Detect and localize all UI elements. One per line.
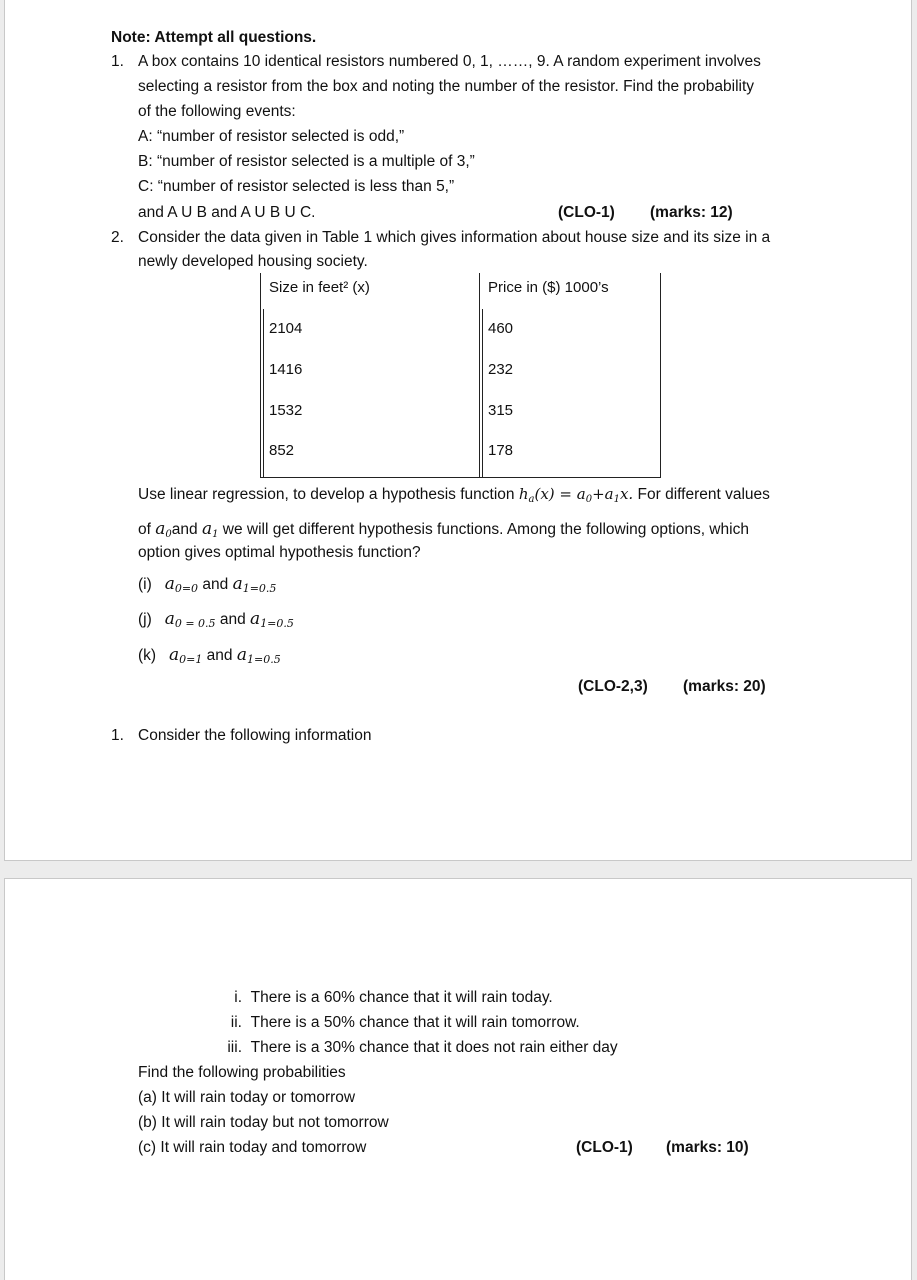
table-cell-size: 1532 xyxy=(269,402,303,419)
table-cell-price: 232 xyxy=(488,361,514,378)
info-item: iii. There is a 30% chance that it does not rain either day xyxy=(227,1039,618,1056)
table-header-price: Price in ($) 1000’s xyxy=(488,279,609,296)
info-item: i. There is a 60% chance that it will rain today. xyxy=(234,989,553,1006)
question-text: of the following events: xyxy=(138,103,296,120)
question-text: newly developed housing society. xyxy=(138,253,368,270)
marks-label: (marks: 20) xyxy=(683,678,766,695)
question-text: Consider the following information xyxy=(138,727,372,744)
table-cell-size: 1416 xyxy=(269,361,303,378)
page-1 xyxy=(4,0,912,861)
part-item: (c) It will rain today and tomorrow xyxy=(138,1139,367,1156)
regression-line-3: option gives optimal hypothesis function? xyxy=(138,544,421,561)
event-c: C: “number of resistor selected is less than 5,” xyxy=(138,178,455,195)
question-text: and A U B and A U B U C. xyxy=(138,204,316,221)
table-cell-size: 852 xyxy=(269,442,295,459)
question-number: 2. xyxy=(111,229,124,246)
option-i: (i) a0=0 and a1=0.5 xyxy=(138,574,277,595)
table-cell-price: 460 xyxy=(488,320,514,337)
marks-label: (marks: 12) xyxy=(650,204,733,221)
question-number: 1. xyxy=(111,53,124,70)
question-number: 1. xyxy=(111,727,124,744)
part-item: (a) It will rain today or tomorrow xyxy=(138,1089,356,1106)
question-text: A box contains 10 identical resistors numbered 0, 1, ……, 9. A random experiment involves xyxy=(138,53,761,70)
option-j: (j) a0 = 0.5 and a1=0.5 xyxy=(138,609,294,630)
event-a: A: “number of resistor selected is odd,” xyxy=(138,128,405,145)
marks-label: (marks: 10) xyxy=(666,1139,749,1156)
table-cell-price: 178 xyxy=(488,442,514,459)
event-b: B: “number of resistor selected is a multiple of 3,” xyxy=(138,153,475,170)
table-cell-size: 2104 xyxy=(269,320,303,337)
info-item: ii. There is a 50% chance that it will rain tomorrow. xyxy=(230,1014,580,1031)
table-header-size: Size in feet² (x) xyxy=(269,279,370,296)
regression-line-2: of $a_0and$ $a_1$ we will get different hypothesis functions. Among the following options, which xyxy=(138,519,749,540)
clo-label: (CLO-1) xyxy=(558,204,615,221)
find-heading: Find the following probabilities xyxy=(138,1064,346,1081)
question-text: Consider the data given in Table 1 which gives information about house size and its size in a xyxy=(138,229,771,246)
note-heading: Note: Attempt all questions. xyxy=(111,29,317,46)
question-text: selecting a resistor from the box and noting the number of the resistor. Find the probability xyxy=(138,78,755,95)
table-cell-price: 315 xyxy=(488,402,514,419)
page-2 xyxy=(4,878,912,1280)
clo-label: (CLO-1) xyxy=(576,1139,633,1156)
option-k: (k) a0=1 and a1=0.5 xyxy=(138,645,281,666)
clo-label: (CLO-2,3) xyxy=(578,678,648,695)
hypothesis-formula: $h_a(x) = a_0+a_1x$. xyxy=(518,485,634,505)
part-item: (b) It will rain today but not tomorrow xyxy=(138,1114,389,1131)
regression-line-1: Use linear regression, to develop a hypothesis function $h_a(x) = a_0+a_1x$. For different values xyxy=(138,485,770,505)
